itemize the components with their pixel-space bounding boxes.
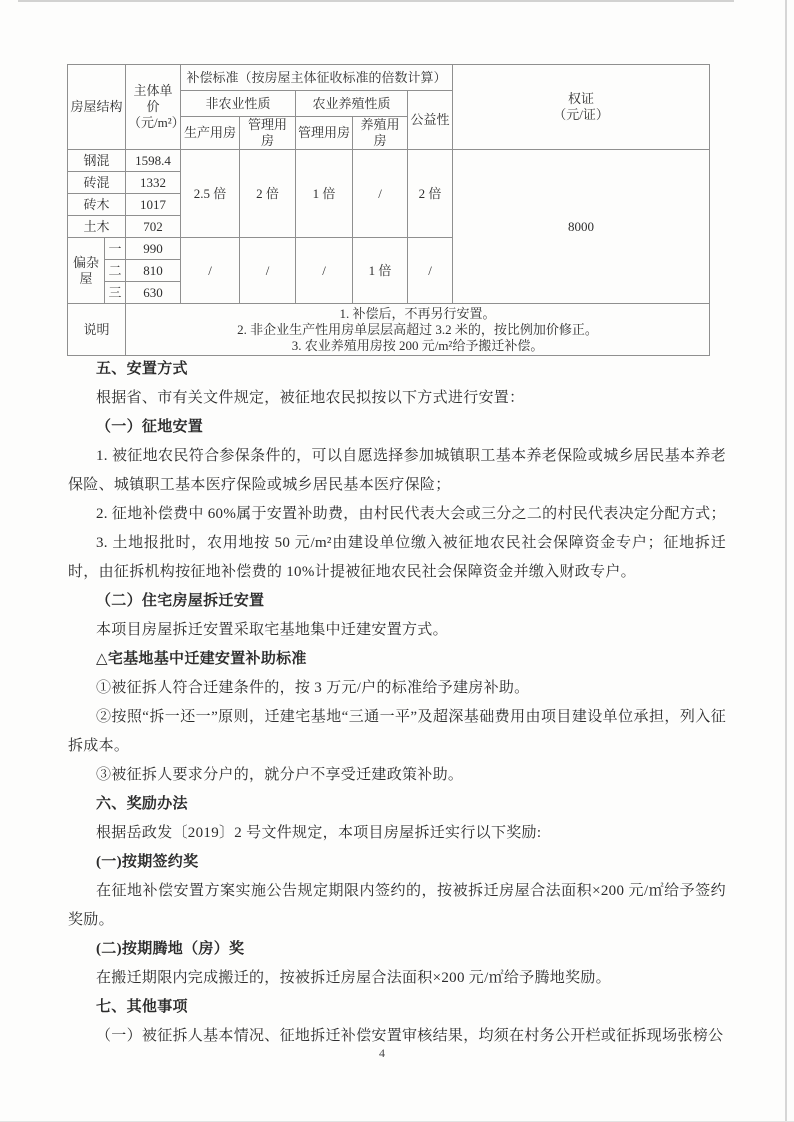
paragraph: 根据岳政发〔2019〕2 号文件规定，本项目房屋拆迁实行以下奖励: — [96, 825, 542, 841]
cell-structure-price: 1598.4 — [126, 150, 181, 172]
cell-misc-multiplier-production: / — [181, 238, 240, 304]
header-compensation-standard: 补偿标准（按房屋主体征收标准的倍数计算） — [181, 65, 453, 91]
table-row-notes — [68, 304, 710, 356]
cell-misc-multiplier-breeding: 1 倍 — [353, 238, 408, 304]
paragraph: 本项目房屋拆迁安置采取宅基地集中迁建安置方式。 — [96, 622, 448, 638]
cell-structure-price: 702 — [126, 216, 181, 238]
section-heading-subsidy-standard: △宅基地基中迁建安置补助标准 — [96, 651, 307, 667]
cell-misc-price: 810 — [126, 260, 181, 282]
paragraph: （一）被征拆人基本情况、征地拆迁补偿安置审核结果，均须在村务公开栏或征拆现场张榜公 — [96, 1028, 724, 1044]
cell-certificate-value: 8000 — [453, 150, 710, 304]
section-heading-other-matters: 七、其他事项 — [96, 999, 188, 1015]
cell-misc-grade: 一 — [105, 238, 126, 260]
cell-structure-price: 1332 — [126, 172, 181, 194]
header-unit-price-line2: （元/m²） — [128, 115, 185, 130]
document-body — [68, 355, 726, 1051]
cell-misc-price: 630 — [126, 282, 181, 304]
header-certificate-line1: 权证 — [568, 91, 595, 106]
header-production-room: 生产用房 — [181, 117, 240, 150]
cell-structure-name: 钢混 — [68, 150, 126, 172]
cell-multiplier-breeding: / — [353, 150, 408, 238]
paragraph: 在征地补偿安置方案实施公告规定期限内签约的，按被拆迁房屋合法面积×200 元/㎡给予签约奖励。 — [68, 883, 726, 928]
section-heading-placement-method: 五、安置方式 — [96, 361, 188, 377]
cell-multiplier-management1: 2 倍 — [240, 150, 296, 238]
cell-notes-label: 说明 — [68, 304, 126, 356]
cell-structure-price: 1017 — [126, 194, 181, 216]
paragraph: 在搬迁期限内完成搬迁的，按被拆迁房屋合法面积×200 元/㎡给予腾地奖励。 — [96, 970, 611, 986]
header-breeding-room: 养殖用房 — [353, 117, 408, 150]
header-public-welfare: 公益性 — [408, 91, 453, 150]
paragraph: ③被征拆人要求分户的，就分户不享受迁建政策补助。 — [96, 767, 464, 783]
cell-misc-multiplier-management1: / — [240, 238, 296, 304]
table-note-1: 1. 补偿后，不再另行安置。 — [339, 305, 496, 321]
header-unit-price-line1: 主体单价 — [133, 83, 173, 114]
compensation-table — [67, 64, 710, 356]
paragraph: 2. 征地补偿费中 60%属于安置补助费，由村民代表大会或三分之二的村民代表决定分配方式； — [96, 506, 726, 522]
paragraph: ①被征拆人符合迁建条件的，按 3 万元/户的标准给予建房补助。 — [96, 680, 530, 696]
scan-edge-artifact-right — [785, 0, 787, 1122]
cell-structure-name: 砖混 — [68, 172, 126, 194]
header-house-structure: 房屋结构 — [68, 65, 126, 150]
paragraph: 3. 土地报批时，农用地按 50 元/m²由建设单位缴入被征地农民社会保障资金专户；征地拆迁时，由征拆机构按征地补偿费的 10%计提被征地农民社会保障资金并缴入财政专户。 — [68, 535, 726, 580]
section-heading-reward-method: 六、奖励办法 — [96, 796, 188, 812]
table-note-3: 3. 农业养殖用房按 200 元/m²给予搬迁补偿。 — [291, 337, 544, 353]
cell-structure-name: 土木 — [68, 216, 126, 238]
page-number: 4 — [379, 1046, 385, 1060]
section-heading-vacating-reward: (二)按期腾地（房）奖 — [96, 941, 245, 957]
header-certificate — [453, 65, 710, 150]
section-heading-signing-reward: (一)按期签约奖 — [96, 854, 199, 870]
cell-multiplier-production: 2.5 倍 — [181, 150, 240, 238]
paragraph: 1. 被征地农民符合参保条件的，可以自愿选择参加城镇职工基本养老保险或城乡居民基本养老保险、城镇职工基本医疗保险或城乡居民基本医疗保险； — [68, 448, 726, 493]
table-row-ganghun — [68, 150, 710, 172]
cell-misc-group-label: 偏杂屋 — [68, 238, 105, 304]
paragraph: ②按照“拆一还一”原则，迁建宅基地“三通一平”及超深基础费用由项目建设单位承担，列入征拆成本。 — [68, 709, 726, 754]
cell-structure-name: 砖木 — [68, 194, 126, 216]
header-non-agricultural: 非农业性质 — [181, 91, 296, 117]
cell-misc-grade: 二 — [105, 260, 126, 282]
cell-misc-multiplier-management2: / — [296, 238, 353, 304]
section-heading-house-relocation: （二）住宅房屋拆迁安置 — [96, 593, 265, 609]
header-management-room-1: 管理用房 — [240, 117, 296, 150]
table-note-2: 2. 非企业生产性用房单层层高超过 3.2 米的，按比例加价修正。 — [237, 321, 598, 337]
header-unit-price — [126, 65, 185, 150]
cell-misc-multiplier-public: / — [408, 238, 453, 304]
cell-misc-grade: 三 — [105, 282, 126, 304]
cell-misc-price: 990 — [126, 238, 181, 260]
cell-multiplier-management2: 1 倍 — [296, 150, 353, 238]
scan-edge-artifact-top — [18, 0, 734, 2]
header-certificate-line2: （元/证） — [553, 107, 609, 122]
header-agricultural-breeding: 农业养殖性质 — [296, 91, 408, 117]
cell-multiplier-public: 2 倍 — [408, 150, 453, 238]
table-header-row-1 — [68, 65, 710, 91]
section-heading-land-placement: （一）征地安置 — [96, 419, 204, 435]
cell-notes — [126, 304, 710, 356]
header-management-room-2: 管理用房 — [296, 117, 353, 150]
paragraph: 根据省、市有关文件规定，被征地农民拟按以下方式进行安置： — [96, 390, 525, 406]
